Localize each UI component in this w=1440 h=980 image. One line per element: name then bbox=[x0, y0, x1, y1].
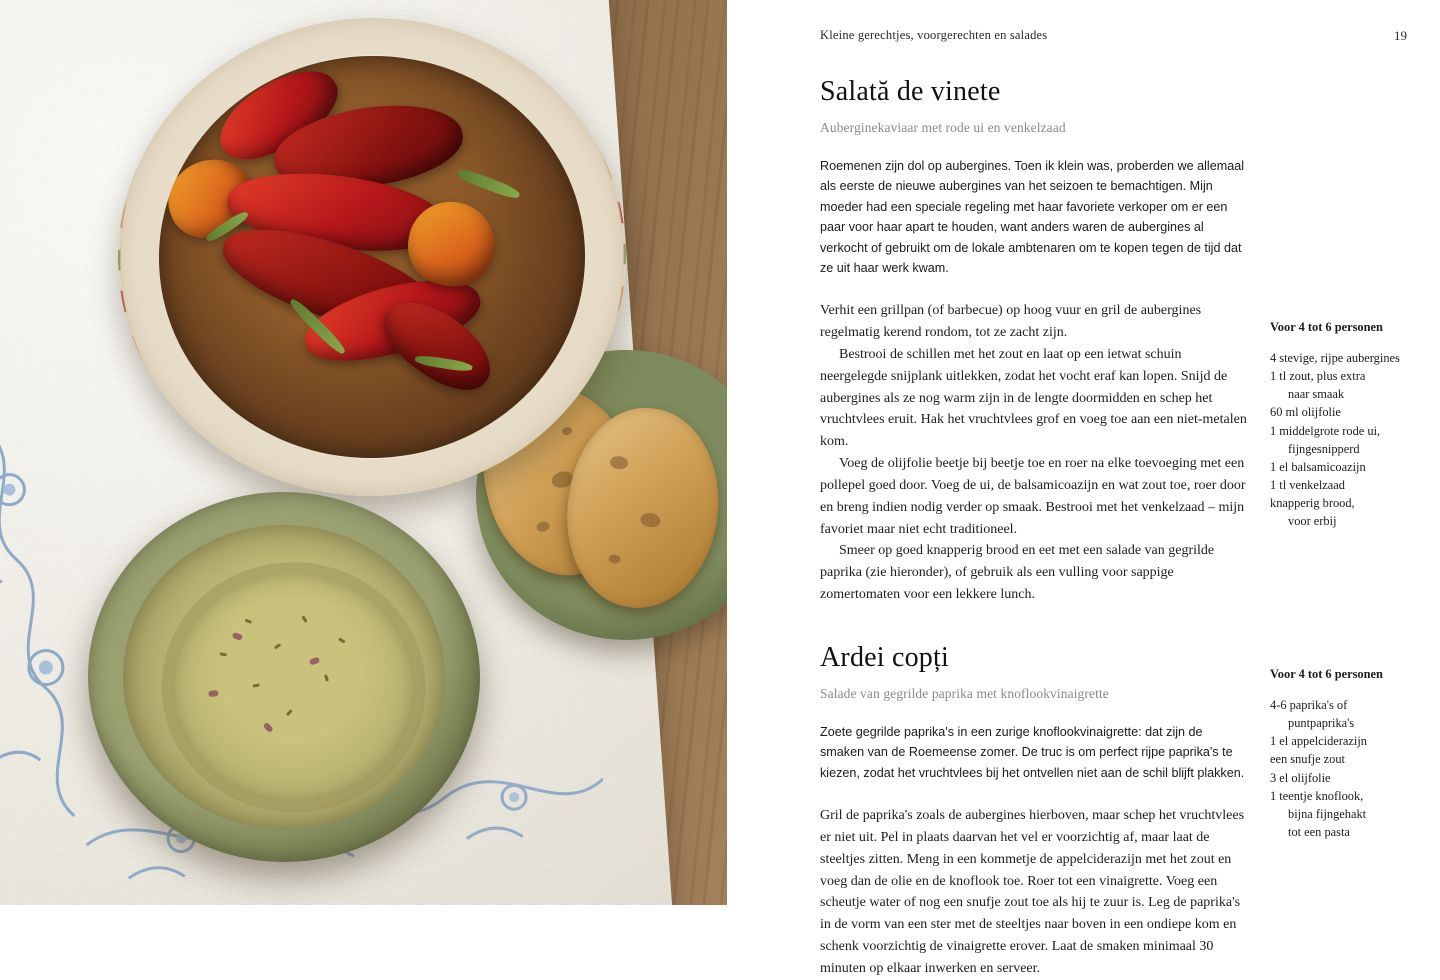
ingredient-text-cont: puntpaprika's bbox=[1288, 716, 1355, 731]
recipe-subtitle: Salade van gegrilde paprika met knoflookvinaigrette bbox=[820, 685, 1109, 701]
method-paragraph: Smeer op goed knapperig brood en eet met een salade van gegrilde paprika (zie hieronder), of gebruik als een vulling voor sappige zomertomaten voor een lekkere lunch. bbox=[820, 543, 1215, 603]
ingredient-text: 4 stevige, rijpe aubergines bbox=[1270, 351, 1400, 366]
ingredient-text: 1 el balsamicoazijn bbox=[1270, 459, 1366, 474]
list-item bbox=[1270, 732, 1420, 750]
aubergine-dip bbox=[118, 520, 450, 834]
recipe-method bbox=[820, 300, 1248, 606]
running-head: Kleine gerechtjes, voorgerechten en salades bbox=[820, 28, 1048, 42]
list-item bbox=[1270, 787, 1420, 841]
ingredient-text: knapperig brood, bbox=[1270, 495, 1355, 510]
ingredient-text: een snufje zout bbox=[1270, 752, 1346, 767]
serves-label: Voor 4 tot 6 personen bbox=[1270, 320, 1383, 334]
method-paragraph: Verhit een grillpan (of barbecue) op hoog vuur en gril de aubergines regelmatig kerend rondom, tot ze zacht zijn. bbox=[820, 303, 1202, 341]
list-item bbox=[1270, 367, 1420, 403]
list-item bbox=[1270, 422, 1420, 458]
recipe-block-1 bbox=[820, 76, 1248, 606]
ingredient-text: 1 tl venkelzaad bbox=[1270, 477, 1345, 492]
ingredient-text: 1 tl zout, plus extra bbox=[1270, 369, 1366, 384]
ingredient-text: 60 ml olijfolie bbox=[1270, 405, 1341, 420]
method-paragraph: Bestrooi de schillen met het zout en laat op een ietwat schuin neergelegde snijplank uitlekken, zodat het vocht eraf kan lopen. Snijd de aubergines als ze nog warm zijn in de lengte doormidden en schep het vruchtvlees eruit. Hak het vruchtvlees grof en voeg toe aan een niet-metalen kom. bbox=[820, 347, 1247, 450]
ingredient-text: 1 teentje knoflook, bbox=[1270, 788, 1364, 803]
recipe-subtitle: Auberginekaviaar met rode ui en venkelzaad bbox=[820, 120, 1066, 135]
ingredient-text-cont: voor erbij bbox=[1288, 514, 1337, 529]
ingredient-text-cont: bijna fijngehakt bbox=[1288, 806, 1367, 821]
list-item bbox=[1270, 750, 1420, 768]
ingredient-text: 1 el appelciderazijn bbox=[1270, 734, 1368, 749]
recipe-photograph bbox=[0, 0, 727, 905]
ingredient-text-cont: tot een pasta bbox=[1288, 824, 1350, 839]
recipe-title: Salată de vinete bbox=[820, 76, 1001, 107]
method-paragraph: Voeg de olijfolie beetje bij beetje toe en roer na elke toevoeging met een pollepel goed door. Voeg de ui, de balsamicoazijn en wat zout toe, roer door en breng indien nodig verder op smaak. Bestrooi met het venkelzaad – mijn favoriet maar niet echt traditioneel. bbox=[820, 456, 1246, 537]
method-paragraph: Gril de paprika's zoals de aubergines hierboven, maar schep het vruchtvlees er niet uit. Pel in plaats daarvan het vel er voorzichtig af, maar laat de steeltjes zitten. Meng in een kommetje de appelciderazijn met het zout en voeg dan de olie en de knoflook toe. Roer tot een vinaigrette. Voeg een scheutje water of nog een snufje zout toe als hij te zuur is. Leg de paprika's in de vorm van een ster met de steeltjes naar boven in een ondiepe kom en schenk voorzichtig de vinaigrette erover. Laat de smaken minimaal 30 minuten op elkaar inwerken en serveer. bbox=[820, 808, 1245, 976]
list-item bbox=[1270, 403, 1420, 421]
ingredients-sidebar-2 bbox=[1270, 665, 1420, 841]
ingredient-text: 4-6 paprika's of bbox=[1270, 698, 1348, 713]
list-item bbox=[1270, 696, 1420, 732]
recipe-block-2 bbox=[820, 642, 1248, 980]
recipe-intro: Roemenen zijn dol op aubergines. Toen ik klein was, proberden we allemaal als eerste de nieuwe aubergines van het seizoen te bemachtigen. Mijn moeder had een speciale regeling met haar favoriete verkoper om er een paar voor haar apart te houden, want anders waren de aubergines al verkocht of gebruikt om de lokale ambtenaren om te kopen tegen de tijd dat ze uit haar werk kwam. bbox=[820, 159, 1245, 275]
ingredient-list bbox=[1270, 696, 1420, 841]
recipe-title: Ardei copți bbox=[820, 641, 949, 673]
ingredient-text: 3 el olijfolie bbox=[1270, 770, 1331, 785]
ingredients-sidebar-1 bbox=[1270, 318, 1420, 530]
ingredient-text-cont: naar smaak bbox=[1288, 387, 1345, 402]
ingredient-list bbox=[1270, 349, 1420, 530]
dip-swirl bbox=[157, 558, 430, 818]
list-item bbox=[1270, 769, 1420, 787]
list-item bbox=[1270, 458, 1420, 476]
recipe-method bbox=[820, 805, 1248, 980]
recipe-intro: Zoete gegrilde paprika's in een zurige knoflookvinaigrette: dat zijn de smaken van de Roemeense zomer. De truc is om perfect rijpe paprika's te kiezen, zodat het vruchtvlees bij het ontvellen niet aan de schil blijft plakken. bbox=[820, 724, 1245, 780]
ingredient-text-cont: fijngesnipperd bbox=[1288, 441, 1360, 456]
list-item bbox=[1270, 476, 1420, 494]
main-text-column bbox=[820, 76, 1248, 980]
serves-label: Voor 4 tot 6 personen bbox=[1270, 667, 1383, 681]
recipe-text-page bbox=[727, 0, 1440, 976]
page-number: 19 bbox=[1394, 28, 1407, 43]
ingredient-text: 1 middelgrote rode ui, bbox=[1270, 423, 1381, 438]
list-item bbox=[1270, 494, 1420, 530]
list-item bbox=[1270, 349, 1420, 367]
